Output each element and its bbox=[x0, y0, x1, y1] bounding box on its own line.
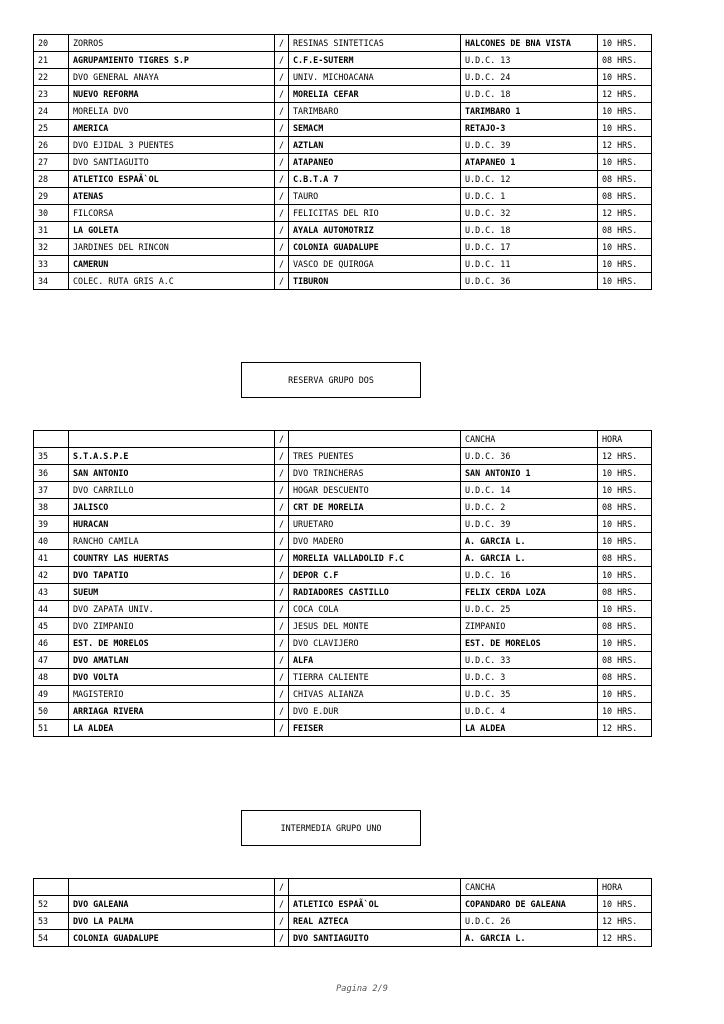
field-cell: U.D.C. 32 bbox=[461, 205, 598, 222]
field-cell: U.D.C. 25 bbox=[461, 601, 598, 618]
field-cell: U.D.C. 39 bbox=[461, 516, 598, 533]
separator-cell: / bbox=[275, 550, 289, 567]
home-team-cell: DVO GALEANA bbox=[69, 896, 275, 913]
match-number-cell: 27 bbox=[34, 154, 69, 171]
table-row bbox=[34, 686, 652, 703]
home-team-cell: RANCHO CAMILA bbox=[69, 533, 275, 550]
table-header-row bbox=[34, 879, 652, 896]
away-team-cell: CRT DE MORELIA bbox=[289, 499, 461, 516]
page-number: Pagina 2/9 bbox=[336, 984, 388, 994]
table-row bbox=[34, 103, 652, 120]
table-row bbox=[34, 601, 652, 618]
match-number-cell: 42 bbox=[34, 567, 69, 584]
field-cell: SAN ANTONIO 1 bbox=[461, 465, 598, 482]
header-hora-cell: HORA bbox=[598, 431, 652, 448]
table-row bbox=[34, 256, 652, 273]
table-row bbox=[34, 652, 652, 669]
field-cell: U.D.C. 13 bbox=[461, 52, 598, 69]
away-team-cell: TAURO bbox=[289, 188, 461, 205]
field-cell: U.D.C. 36 bbox=[461, 273, 598, 290]
home-team-cell: ATLETICO ESPAÃ`OL bbox=[69, 171, 275, 188]
away-team-cell: DVO TRINCHERAS bbox=[289, 465, 461, 482]
table-row bbox=[34, 482, 652, 499]
away-team-cell: DVO SANTIAGUITO bbox=[289, 930, 461, 947]
home-team-cell: DVO CARRILLO bbox=[69, 482, 275, 499]
separator-cell: / bbox=[275, 273, 289, 290]
match-number-cell: 43 bbox=[34, 584, 69, 601]
separator-cell: / bbox=[275, 618, 289, 635]
home-team-cell: DVO ZAPATA UNIV. bbox=[69, 601, 275, 618]
time-cell: 10 HRS. bbox=[598, 686, 652, 703]
field-cell: ZIMPANIO bbox=[461, 618, 598, 635]
match-number-cell: 49 bbox=[34, 686, 69, 703]
time-cell: 10 HRS. bbox=[598, 482, 652, 499]
home-team-cell: LA GOLETA bbox=[69, 222, 275, 239]
field-cell: U.D.C. 18 bbox=[461, 222, 598, 239]
home-team-cell: DVO SANTIAGUITO bbox=[69, 154, 275, 171]
separator-cell: / bbox=[275, 103, 289, 120]
table-row bbox=[34, 171, 652, 188]
match-number-cell: 46 bbox=[34, 635, 69, 652]
separator-cell: / bbox=[275, 256, 289, 273]
home-team-cell: DVO VOLTA bbox=[69, 669, 275, 686]
field-cell: EST. DE MORELOS bbox=[461, 635, 598, 652]
home-team-cell: DVO LA PALMA bbox=[69, 913, 275, 930]
field-cell: U.D.C. 35 bbox=[461, 686, 598, 703]
separator-cell: / bbox=[275, 222, 289, 239]
field-cell: LA ALDEA bbox=[461, 720, 598, 737]
away-team-cell: DVO MADERO bbox=[289, 533, 461, 550]
match-number-cell: 48 bbox=[34, 669, 69, 686]
separator-cell: / bbox=[275, 137, 289, 154]
home-team-cell: AGRUPAMIENTO TIGRES S.P bbox=[69, 52, 275, 69]
field-cell: ATAPANEO 1 bbox=[461, 154, 598, 171]
time-cell: 10 HRS. bbox=[598, 896, 652, 913]
table-row bbox=[34, 516, 652, 533]
match-number-cell: 21 bbox=[34, 52, 69, 69]
away-team-cell: ATLETICO ESPAÃ`OL bbox=[289, 896, 461, 913]
field-cell: U.D.C. 18 bbox=[461, 86, 598, 103]
field-cell: U.D.C. 16 bbox=[461, 567, 598, 584]
table-row bbox=[34, 273, 652, 290]
away-team-cell: RESINAS SINTETICAS bbox=[289, 35, 461, 52]
time-cell: 12 HRS. bbox=[598, 137, 652, 154]
field-cell: U.D.C. 12 bbox=[461, 171, 598, 188]
time-cell: 08 HRS. bbox=[598, 618, 652, 635]
match-number-cell: 44 bbox=[34, 601, 69, 618]
field-cell: U.D.C. 4 bbox=[461, 703, 598, 720]
time-cell: 12 HRS. bbox=[598, 205, 652, 222]
match-number-cell: 45 bbox=[34, 618, 69, 635]
time-cell: 12 HRS. bbox=[598, 913, 652, 930]
separator-cell: / bbox=[275, 896, 289, 913]
separator-cell: / bbox=[275, 482, 289, 499]
schedule-table-primera bbox=[33, 34, 652, 290]
time-cell: 08 HRS. bbox=[598, 222, 652, 239]
match-number-cell: 33 bbox=[34, 256, 69, 273]
header-hora-cell: HORA bbox=[598, 879, 652, 896]
field-cell: U.D.C. 14 bbox=[461, 482, 598, 499]
separator-cell: / bbox=[275, 154, 289, 171]
time-cell: 10 HRS. bbox=[598, 703, 652, 720]
match-number-cell: 20 bbox=[34, 35, 69, 52]
time-cell: 10 HRS. bbox=[598, 35, 652, 52]
schedule-table-reserva-grupo-dos bbox=[33, 430, 652, 737]
field-cell: HALCONES DE BNA VISTA bbox=[461, 35, 598, 52]
away-team-cell: VASCO DE QUIROGA bbox=[289, 256, 461, 273]
away-team-cell: AYALA AUTOMOTRIZ bbox=[289, 222, 461, 239]
field-cell: A. GARCIA L. bbox=[461, 930, 598, 947]
home-team-cell: ZORROS bbox=[69, 35, 275, 52]
table-header-row bbox=[34, 431, 652, 448]
field-cell: RETAJO-3 bbox=[461, 120, 598, 137]
section-title-reserva-grupo-dos: RESERVA GRUPO DOS bbox=[241, 362, 421, 398]
match-number-cell: 39 bbox=[34, 516, 69, 533]
home-team-cell: DVO GENERAL ANAYA bbox=[69, 69, 275, 86]
header-separator-cell: / bbox=[275, 879, 289, 896]
time-cell: 08 HRS. bbox=[598, 52, 652, 69]
schedule-table-intermedia-grupo-uno bbox=[33, 878, 652, 947]
match-number-cell: 26 bbox=[34, 137, 69, 154]
home-team-cell: FILCORSA bbox=[69, 205, 275, 222]
away-team-cell: DVO E.DUR bbox=[289, 703, 461, 720]
away-team-cell: MORELIA CEFAR bbox=[289, 86, 461, 103]
table-row bbox=[34, 137, 652, 154]
header-cancha-cell: CANCHA bbox=[461, 879, 598, 896]
time-cell: 10 HRS. bbox=[598, 154, 652, 171]
match-number-cell: 36 bbox=[34, 465, 69, 482]
match-number-cell: 52 bbox=[34, 896, 69, 913]
match-number-cell: 25 bbox=[34, 120, 69, 137]
time-cell: 08 HRS. bbox=[598, 669, 652, 686]
away-team-cell: TIBURON bbox=[289, 273, 461, 290]
away-team-cell: COLONIA GUADALUPE bbox=[289, 239, 461, 256]
home-team-cell: DVO ZIMPANIO bbox=[69, 618, 275, 635]
field-cell: U.D.C. 36 bbox=[461, 448, 598, 465]
header-home-cell bbox=[69, 431, 275, 448]
match-number-cell: 38 bbox=[34, 499, 69, 516]
table-row bbox=[34, 533, 652, 550]
separator-cell: / bbox=[275, 205, 289, 222]
table-row bbox=[34, 205, 652, 222]
field-cell: U.D.C. 39 bbox=[461, 137, 598, 154]
table-row bbox=[34, 188, 652, 205]
home-team-cell: DVO TAPATIO bbox=[69, 567, 275, 584]
time-cell: 10 HRS. bbox=[598, 601, 652, 618]
table-row bbox=[34, 550, 652, 567]
home-team-cell: LA ALDEA bbox=[69, 720, 275, 737]
time-cell: 12 HRS. bbox=[598, 86, 652, 103]
separator-cell: / bbox=[275, 86, 289, 103]
field-cell: U.D.C. 17 bbox=[461, 239, 598, 256]
table-row bbox=[34, 567, 652, 584]
separator-cell: / bbox=[275, 652, 289, 669]
separator-cell: / bbox=[275, 635, 289, 652]
table-row bbox=[34, 913, 652, 930]
separator-cell: / bbox=[275, 188, 289, 205]
home-team-cell: ARRIAGA RIVERA bbox=[69, 703, 275, 720]
match-number-cell: 53 bbox=[34, 913, 69, 930]
table-row bbox=[34, 618, 652, 635]
home-team-cell: AMERICA bbox=[69, 120, 275, 137]
table-row bbox=[34, 465, 652, 482]
separator-cell: / bbox=[275, 686, 289, 703]
separator-cell: / bbox=[275, 669, 289, 686]
separator-cell: / bbox=[275, 448, 289, 465]
home-team-cell: S.T.A.S.P.E bbox=[69, 448, 275, 465]
home-team-cell: SUEUM bbox=[69, 584, 275, 601]
match-number-cell: 32 bbox=[34, 239, 69, 256]
time-cell: 08 HRS. bbox=[598, 499, 652, 516]
away-team-cell: ATAPANEO bbox=[289, 154, 461, 171]
table-row bbox=[34, 669, 652, 686]
table-row bbox=[34, 896, 652, 913]
away-team-cell: URUETARO bbox=[289, 516, 461, 533]
time-cell: 08 HRS. bbox=[598, 550, 652, 567]
header-cancha-cell: CANCHA bbox=[461, 431, 598, 448]
away-team-cell: SEMACM bbox=[289, 120, 461, 137]
table-row bbox=[34, 154, 652, 171]
separator-cell: / bbox=[275, 584, 289, 601]
match-number-cell: 28 bbox=[34, 171, 69, 188]
match-number-cell: 31 bbox=[34, 222, 69, 239]
home-team-cell: HURACAN bbox=[69, 516, 275, 533]
away-team-cell: RADIADORES CASTILLO bbox=[289, 584, 461, 601]
home-team-cell: JARDINES DEL RINCON bbox=[69, 239, 275, 256]
away-team-cell: TIERRA CALIENTE bbox=[289, 669, 461, 686]
match-number-cell: 51 bbox=[34, 720, 69, 737]
separator-cell: / bbox=[275, 533, 289, 550]
time-cell: 08 HRS. bbox=[598, 652, 652, 669]
home-team-cell: DVO EJIDAL 3 PUENTES bbox=[69, 137, 275, 154]
time-cell: 08 HRS. bbox=[598, 171, 652, 188]
time-cell: 10 HRS. bbox=[598, 465, 652, 482]
table-row bbox=[34, 86, 652, 103]
header-away-cell bbox=[289, 431, 461, 448]
field-cell: FELIX CERDA LOZA bbox=[461, 584, 598, 601]
match-number-cell: 34 bbox=[34, 273, 69, 290]
away-team-cell: C.B.T.A 7 bbox=[289, 171, 461, 188]
away-team-cell: CHIVAS ALIANZA bbox=[289, 686, 461, 703]
away-team-cell: ALFA bbox=[289, 652, 461, 669]
section-title-intermedia-grupo-uno: INTERMEDIA GRUPO UNO bbox=[241, 810, 421, 846]
table-row bbox=[34, 448, 652, 465]
home-team-cell: DVO AMATLAN bbox=[69, 652, 275, 669]
separator-cell: / bbox=[275, 601, 289, 618]
separator-cell: / bbox=[275, 69, 289, 86]
away-team-cell: C.F.E-SUTERM bbox=[289, 52, 461, 69]
separator-cell: / bbox=[275, 120, 289, 137]
separator-cell: / bbox=[275, 239, 289, 256]
match-number-cell: 54 bbox=[34, 930, 69, 947]
header-home-cell bbox=[69, 879, 275, 896]
separator-cell: / bbox=[275, 703, 289, 720]
away-team-cell: DVO CLAVIJERO bbox=[289, 635, 461, 652]
time-cell: 10 HRS. bbox=[598, 103, 652, 120]
header-away-cell bbox=[289, 879, 461, 896]
table-row bbox=[34, 222, 652, 239]
time-cell: 10 HRS. bbox=[598, 533, 652, 550]
field-cell: COPANDARO DE GALEANA bbox=[461, 896, 598, 913]
home-team-cell: COLONIA GUADALUPE bbox=[69, 930, 275, 947]
separator-cell: / bbox=[275, 567, 289, 584]
time-cell: 10 HRS. bbox=[598, 635, 652, 652]
header-num-cell bbox=[34, 879, 69, 896]
time-cell: 10 HRS. bbox=[598, 273, 652, 290]
field-cell: U.D.C. 33 bbox=[461, 652, 598, 669]
away-team-cell: REAL AZTECA bbox=[289, 913, 461, 930]
table-row bbox=[34, 499, 652, 516]
field-cell: TARIMBARO 1 bbox=[461, 103, 598, 120]
match-number-cell: 37 bbox=[34, 482, 69, 499]
match-number-cell: 23 bbox=[34, 86, 69, 103]
table-row bbox=[34, 52, 652, 69]
time-cell: 10 HRS. bbox=[598, 567, 652, 584]
away-team-cell: TARIMBARO bbox=[289, 103, 461, 120]
home-team-cell: MAGISTERIO bbox=[69, 686, 275, 703]
match-number-cell: 47 bbox=[34, 652, 69, 669]
field-cell: U.D.C. 11 bbox=[461, 256, 598, 273]
time-cell: 12 HRS. bbox=[598, 930, 652, 947]
table-row bbox=[34, 35, 652, 52]
match-number-cell: 35 bbox=[34, 448, 69, 465]
separator-cell: / bbox=[275, 930, 289, 947]
away-team-cell: MORELIA VALLADOLID F.C bbox=[289, 550, 461, 567]
field-cell: U.D.C. 2 bbox=[461, 499, 598, 516]
separator-cell: / bbox=[275, 35, 289, 52]
field-cell: U.D.C. 1 bbox=[461, 188, 598, 205]
home-team-cell: COUNTRY LAS HUERTAS bbox=[69, 550, 275, 567]
separator-cell: / bbox=[275, 913, 289, 930]
header-num-cell bbox=[34, 431, 69, 448]
away-team-cell: JESUS DEL MONTE bbox=[289, 618, 461, 635]
table-row bbox=[34, 703, 652, 720]
field-cell: U.D.C. 3 bbox=[461, 669, 598, 686]
away-team-cell: FELICITAS DEL RIO bbox=[289, 205, 461, 222]
table-row bbox=[34, 239, 652, 256]
match-number-cell: 24 bbox=[34, 103, 69, 120]
time-cell: 12 HRS. bbox=[598, 448, 652, 465]
field-cell: U.D.C. 26 bbox=[461, 913, 598, 930]
match-number-cell: 50 bbox=[34, 703, 69, 720]
table-row bbox=[34, 584, 652, 601]
match-number-cell: 40 bbox=[34, 533, 69, 550]
time-cell: 10 HRS. bbox=[598, 69, 652, 86]
separator-cell: / bbox=[275, 516, 289, 533]
home-team-cell: EST. DE MORELOS bbox=[69, 635, 275, 652]
away-team-cell: DEPOR C.F bbox=[289, 567, 461, 584]
time-cell: 10 HRS. bbox=[598, 256, 652, 273]
table-row bbox=[34, 720, 652, 737]
away-team-cell: HOGAR DESCUENTO bbox=[289, 482, 461, 499]
home-team-cell: MORELIA DVO bbox=[69, 103, 275, 120]
match-number-cell: 30 bbox=[34, 205, 69, 222]
away-team-cell: AZTLAN bbox=[289, 137, 461, 154]
time-cell: 10 HRS. bbox=[598, 120, 652, 137]
home-team-cell: NUEVO REFORMA bbox=[69, 86, 275, 103]
away-team-cell: COCA COLA bbox=[289, 601, 461, 618]
home-team-cell: COLEC. RUTA GRIS A.C bbox=[69, 273, 275, 290]
separator-cell: / bbox=[275, 720, 289, 737]
separator-cell: / bbox=[275, 465, 289, 482]
field-cell: U.D.C. 24 bbox=[461, 69, 598, 86]
match-number-cell: 22 bbox=[34, 69, 69, 86]
time-cell: 10 HRS. bbox=[598, 516, 652, 533]
away-team-cell: FEISER bbox=[289, 720, 461, 737]
separator-cell: / bbox=[275, 499, 289, 516]
separator-cell: / bbox=[275, 52, 289, 69]
separator-cell: / bbox=[275, 171, 289, 188]
away-team-cell: UNIV. MICHOACANA bbox=[289, 69, 461, 86]
match-number-cell: 29 bbox=[34, 188, 69, 205]
home-team-cell: SAN ANTONIO bbox=[69, 465, 275, 482]
away-team-cell: TRES PUENTES bbox=[289, 448, 461, 465]
time-cell: 08 HRS. bbox=[598, 584, 652, 601]
table-row bbox=[34, 69, 652, 86]
home-team-cell: CAMERUN bbox=[69, 256, 275, 273]
table-row bbox=[34, 120, 652, 137]
field-cell: A. GARCIA L. bbox=[461, 550, 598, 567]
table-row bbox=[34, 930, 652, 947]
match-number-cell: 41 bbox=[34, 550, 69, 567]
field-cell: A. GARCIA L. bbox=[461, 533, 598, 550]
table-row bbox=[34, 635, 652, 652]
home-team-cell: ATENAS bbox=[69, 188, 275, 205]
header-separator-cell: / bbox=[275, 431, 289, 448]
time-cell: 08 HRS. bbox=[598, 188, 652, 205]
time-cell: 10 HRS. bbox=[598, 239, 652, 256]
home-team-cell: JALISCO bbox=[69, 499, 275, 516]
time-cell: 12 HRS. bbox=[598, 720, 652, 737]
